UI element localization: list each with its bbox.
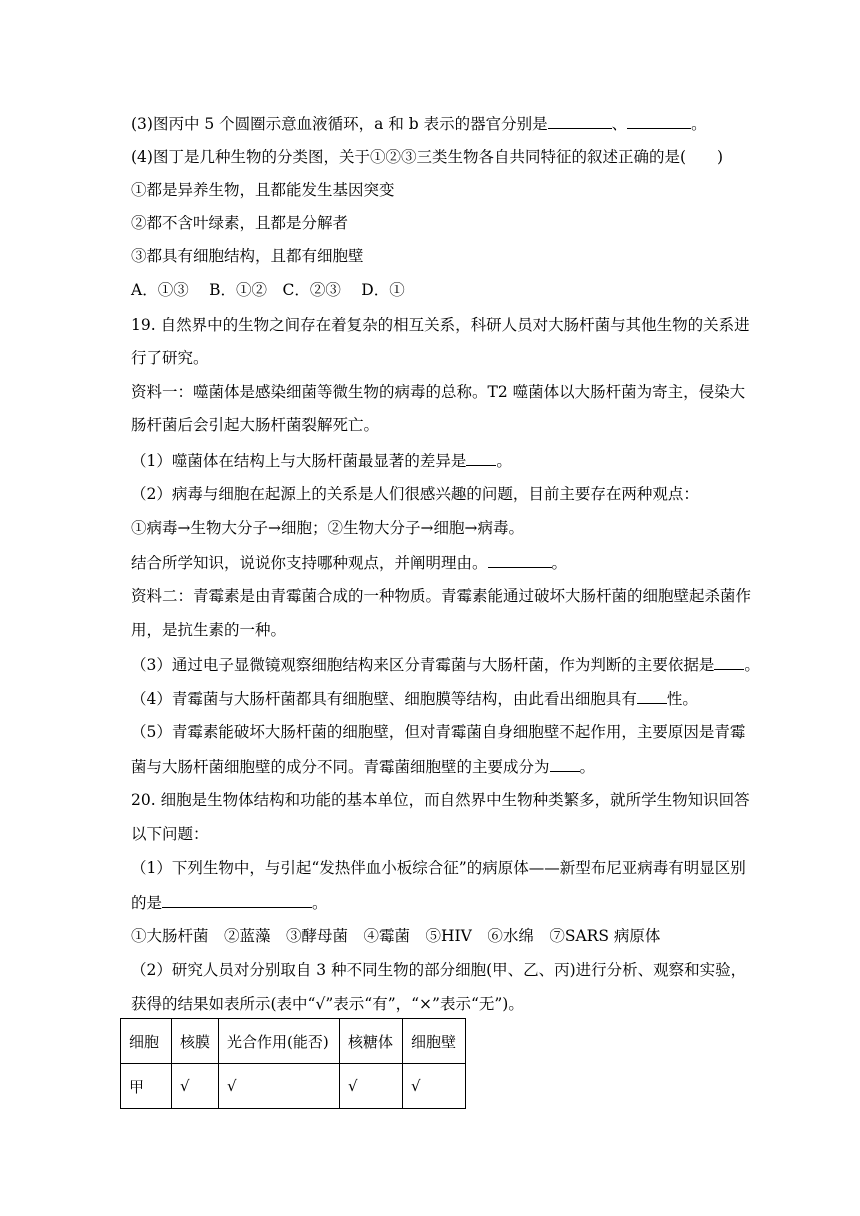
table-header-cell: 核糖体 xyxy=(340,1019,403,1064)
answer-blank[interactable] xyxy=(550,756,580,772)
text-line xyxy=(131,688,698,709)
line-text: ②都不含叶绿素，且都是分解者 xyxy=(131,214,349,232)
line-text: 结合所学知识，说说你支持哪种观点，并阐明理由。 xyxy=(131,554,488,572)
line-text: (4)图丁是几种生物的分类图，关于①②③三类生物各自共同特征的叙述正确的是( ) xyxy=(131,148,724,166)
answer-blank[interactable] xyxy=(548,113,612,129)
line-text: 资料二：青霉素是由青霉菌合成的一种物质。青霉素能通过破坏大肠杆菌的细胞壁起杀菌作 xyxy=(131,587,752,605)
table-cell: √ xyxy=(340,1064,403,1109)
text-line xyxy=(131,654,760,675)
text-line xyxy=(131,926,660,946)
line-text: （2）研究人员对分别取自 3 种不同生物的部分细胞(甲、乙、丙)进行分析、观察和实验， xyxy=(131,961,747,979)
table-header-cell: 光合作用(能否) xyxy=(219,1019,340,1064)
line-text: 的是 xyxy=(131,894,163,912)
text-line xyxy=(131,552,567,573)
line-text: ①都是异养生物，且都能发生基因突变 xyxy=(131,181,395,199)
text-line xyxy=(131,620,286,640)
separator-text: 、 xyxy=(611,115,628,133)
line-text: A．①③ B．①② C．②③ D．① xyxy=(131,281,405,299)
text-line xyxy=(131,858,746,878)
line-text: 肠杆菌后会引起大肠杆菌裂解死亡。 xyxy=(131,416,380,434)
answer-blank[interactable] xyxy=(162,892,312,908)
text-line xyxy=(131,315,750,335)
text-line xyxy=(131,280,405,300)
line-text: 。 xyxy=(744,656,760,674)
text-line xyxy=(131,756,595,777)
line-text: （3）通过电子显微镜观察细胞结构来区分青霉菌与大肠杆菌，作为判断的主要依据是 xyxy=(131,656,715,674)
table-row xyxy=(121,1064,466,1109)
line-text: ①病毒→生物大分子→细胞；②生物大分子→细胞→病毒。 xyxy=(131,519,524,537)
line-text: （5）青霉素能破坏大肠杆菌的细胞壁，但对青霉菌自身细胞壁不起作用，主要原因是青霉 xyxy=(131,723,746,741)
line-text: 行了研究。 xyxy=(131,349,209,367)
text-line xyxy=(131,113,707,134)
answer-blank[interactable] xyxy=(637,688,667,704)
line-text: 19. 自然界中的生物之间存在着复杂的相互关系，科研人员对大肠杆菌与其他生物的关系进 xyxy=(131,316,750,334)
line-text: （4）青霉菌与大肠杆菌都具有细胞壁、细胞膜等结构，由此看出细胞具有 xyxy=(131,690,637,708)
line-text: 获得的结果如表所示(表中“√”表示“有”，“×”表示“无”)。 xyxy=(131,995,524,1013)
answer-blank[interactable] xyxy=(714,654,744,670)
text-line xyxy=(131,213,348,233)
table-cell: √ xyxy=(219,1064,340,1109)
text-line xyxy=(131,960,746,980)
table-cell: √ xyxy=(172,1064,219,1109)
text-line xyxy=(131,147,723,167)
text-line xyxy=(131,348,209,368)
line-text: 。 xyxy=(496,452,512,470)
line-text: 20. 细胞是生物体结构和功能的基本单位，而自然界中生物种类繁多，就所学生物知识回答 xyxy=(131,791,750,809)
text-line xyxy=(131,824,209,844)
text-line xyxy=(131,994,524,1014)
line-text: 。 xyxy=(691,115,707,133)
table-header-cell: 细胞 xyxy=(121,1019,172,1064)
text-line xyxy=(131,450,512,471)
table-header-cell: 核膜 xyxy=(172,1019,219,1064)
line-text: 菌与大肠杆菌细胞壁的成分不同。青霉菌细胞壁的主要成分为 xyxy=(131,758,550,776)
table-cell: 甲 xyxy=(121,1064,172,1109)
text-line xyxy=(131,382,745,402)
line-text: （1）下列生物中，与引起“发热伴血小板综合征”的病原体——新型布尼亚病毒有明显区别 xyxy=(131,859,746,877)
line-text: 。 xyxy=(579,758,596,776)
line-text: 。 xyxy=(551,554,568,572)
table-header-cell: 细胞壁 xyxy=(403,1019,466,1064)
answer-blank[interactable] xyxy=(466,450,496,466)
text-line xyxy=(131,790,750,810)
answer-blank[interactable] xyxy=(488,552,552,568)
table-header-row xyxy=(121,1019,466,1064)
text-line xyxy=(131,246,364,266)
line-text: ③都具有细胞结构，且都有细胞壁 xyxy=(131,247,364,265)
line-text: (3)图丙中 5 个圆圈示意血液循环，a 和 b 表示的器官分别是 xyxy=(131,115,548,133)
table-cell: √ xyxy=(403,1064,466,1109)
line-text: （2）病毒与细胞在起源上的关系是人们很感兴趣的问题，目前主要存在两种观点： xyxy=(131,485,699,503)
line-text: ①大肠杆菌 ②蓝藻 ③酵母菌 ④霉菌 ⑤HIV ⑥水绵 ⑦SARS 病原体 xyxy=(131,927,661,945)
text-line xyxy=(131,586,751,606)
text-line xyxy=(131,722,745,742)
line-text: 以下问题： xyxy=(131,825,209,843)
text-line xyxy=(131,415,379,435)
line-text: （1）噬菌体在结构上与大肠杆菌最显著的差异是 xyxy=(131,452,467,470)
cell-comparison-table xyxy=(120,1018,466,1109)
line-text: 性。 xyxy=(666,690,698,708)
line-text: 。 xyxy=(312,894,328,912)
line-text: 用，是抗生素的一种。 xyxy=(131,621,287,639)
text-line xyxy=(131,484,699,504)
answer-blank[interactable] xyxy=(627,113,691,129)
text-line xyxy=(131,892,328,913)
text-line xyxy=(131,180,395,200)
line-text: 资料一：噬菌体是感染细菌等微生物的病毒的总称。T2 噬菌体以大肠杆菌为寄主，侵染大 xyxy=(131,383,746,401)
text-line xyxy=(131,518,524,538)
